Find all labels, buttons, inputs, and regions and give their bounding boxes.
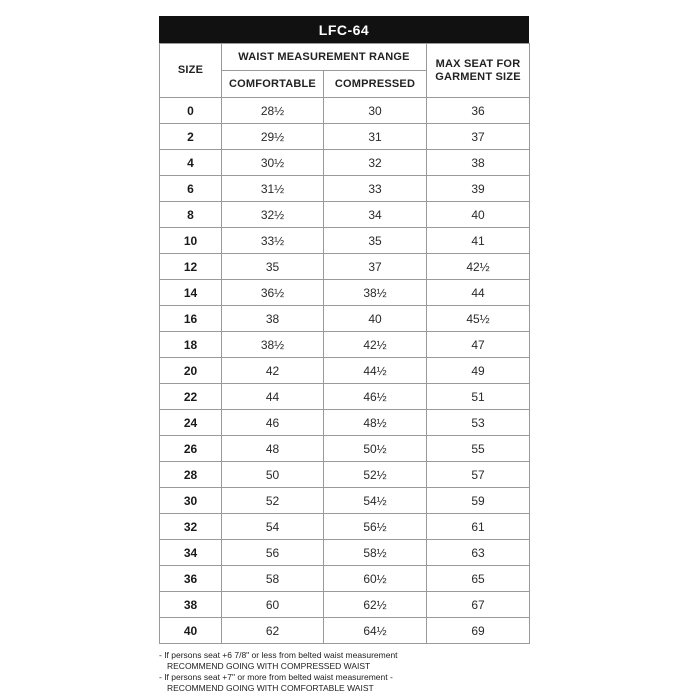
comfortable-cell: 52 [222,488,324,514]
table-row [160,358,530,384]
compressed-cell: 38½ [324,280,427,306]
table-row [160,254,530,280]
size-cell: 22 [160,384,222,410]
note-text: - If persons seat +7" or more from belted waist measurement - [159,672,393,682]
size-cell: 14 [160,280,222,306]
table-row [160,436,530,462]
compressed-cell: 48½ [324,410,427,436]
size-cell: 20 [160,358,222,384]
comfortable-cell: 60 [222,592,324,618]
size-cell: 8 [160,202,222,228]
table-row [160,332,530,358]
note-recommendation: RECOMMEND GOING WITH COMPRESSED WAIST [167,661,371,671]
comfortable-cell: 48 [222,436,324,462]
max-seat-cell: 39 [427,176,530,202]
note-recommendation: RECOMMEND GOING WITH COMFORTABLE WAIST [167,683,374,693]
max-seat-cell: 61 [427,514,530,540]
compressed-cell: 44½ [324,358,427,384]
size-cell: 18 [160,332,222,358]
max-seat-cell: 49 [427,358,530,384]
max-seat-cell: 53 [427,410,530,436]
max-seat-cell: 38 [427,150,530,176]
notes [159,650,529,694]
compressed-cell: 64½ [324,618,427,644]
size-chart [159,16,529,694]
comfortable-cell: 36½ [222,280,324,306]
note-item [159,672,529,694]
max-seat-cell: 47 [427,332,530,358]
table-body [160,98,530,644]
compressed-cell: 30 [324,98,427,124]
table-row [160,176,530,202]
table-row [160,410,530,436]
size-cell: 24 [160,410,222,436]
max-seat-cell: 55 [427,436,530,462]
comfortable-cell: 38 [222,306,324,332]
size-cell: 36 [160,566,222,592]
max-seat-cell: 67 [427,592,530,618]
size-cell: 34 [160,540,222,566]
comfortable-cell: 28½ [222,98,324,124]
max-seat-cell: 63 [427,540,530,566]
table-row [160,384,530,410]
compressed-cell: 52½ [324,462,427,488]
max-seat-cell: 40 [427,202,530,228]
table-row [160,566,530,592]
comfortable-cell: 62 [222,618,324,644]
comfortable-cell: 35 [222,254,324,280]
table-header [160,44,530,98]
comfortable-cell: 31½ [222,176,324,202]
compressed-cell: 50½ [324,436,427,462]
size-cell: 10 [160,228,222,254]
waist-range-header: WAIST MEASUREMENT RANGE [222,44,427,71]
max-seat-cell: 42½ [427,254,530,280]
comfortable-cell: 42 [222,358,324,384]
size-table [159,43,530,644]
table-row [160,228,530,254]
size-cell: 26 [160,436,222,462]
note-text: - If persons seat +6 7/8" or less from belted waist measurement [159,650,398,660]
max-seat-cell: 41 [427,228,530,254]
table-row [160,98,530,124]
table-row [160,488,530,514]
compressed-cell: 31 [324,124,427,150]
note-item [159,650,529,672]
size-cell: 4 [160,150,222,176]
size-cell: 2 [160,124,222,150]
table-row [160,592,530,618]
table-row [160,462,530,488]
max-seat-cell: 57 [427,462,530,488]
comfortable-column-header: COMFORTABLE [222,71,324,98]
size-cell: 16 [160,306,222,332]
size-cell: 40 [160,618,222,644]
comfortable-cell: 58 [222,566,324,592]
table-row [160,514,530,540]
compressed-column-header: COMPRESSED [324,71,427,98]
max-seat-cell: 44 [427,280,530,306]
table-row [160,124,530,150]
comfortable-cell: 33½ [222,228,324,254]
table-row [160,280,530,306]
compressed-cell: 33 [324,176,427,202]
table-row [160,540,530,566]
comfortable-cell: 29½ [222,124,324,150]
max-seat-cell: 51 [427,384,530,410]
comfortable-cell: 30½ [222,150,324,176]
comfortable-cell: 46 [222,410,324,436]
comfortable-cell: 38½ [222,332,324,358]
table-row [160,202,530,228]
header-row [160,44,530,71]
compressed-cell: 58½ [324,540,427,566]
size-cell: 12 [160,254,222,280]
size-column-header: SIZE [160,44,222,98]
max-seat-cell: 37 [427,124,530,150]
max-seat-cell: 59 [427,488,530,514]
size-cell: 28 [160,462,222,488]
max-seat-cell: 65 [427,566,530,592]
comfortable-cell: 44 [222,384,324,410]
compressed-cell: 40 [324,306,427,332]
compressed-cell: 34 [324,202,427,228]
comfortable-cell: 56 [222,540,324,566]
compressed-cell: 42½ [324,332,427,358]
size-cell: 38 [160,592,222,618]
table-row [160,618,530,644]
max-seat-header-line1: MAX SEAT FOR [435,57,521,70]
compressed-cell: 35 [324,228,427,254]
comfortable-cell: 32½ [222,202,324,228]
size-cell: 6 [160,176,222,202]
compressed-cell: 46½ [324,384,427,410]
comfortable-cell: 54 [222,514,324,540]
compressed-cell: 37 [324,254,427,280]
max-seat-cell: 69 [427,618,530,644]
max-seat-cell: 36 [427,98,530,124]
size-cell: 0 [160,98,222,124]
table-row [160,306,530,332]
max-seat-header-line2: GARMENT SIZE [435,70,521,83]
size-cell: 30 [160,488,222,514]
compressed-cell: 62½ [324,592,427,618]
compressed-cell: 32 [324,150,427,176]
table-row [160,150,530,176]
max-seat-column-header [427,44,530,98]
chart-title: LFC-64 [159,16,529,43]
compressed-cell: 56½ [324,514,427,540]
max-seat-cell: 45½ [427,306,530,332]
comfortable-cell: 50 [222,462,324,488]
size-cell: 32 [160,514,222,540]
compressed-cell: 54½ [324,488,427,514]
compressed-cell: 60½ [324,566,427,592]
